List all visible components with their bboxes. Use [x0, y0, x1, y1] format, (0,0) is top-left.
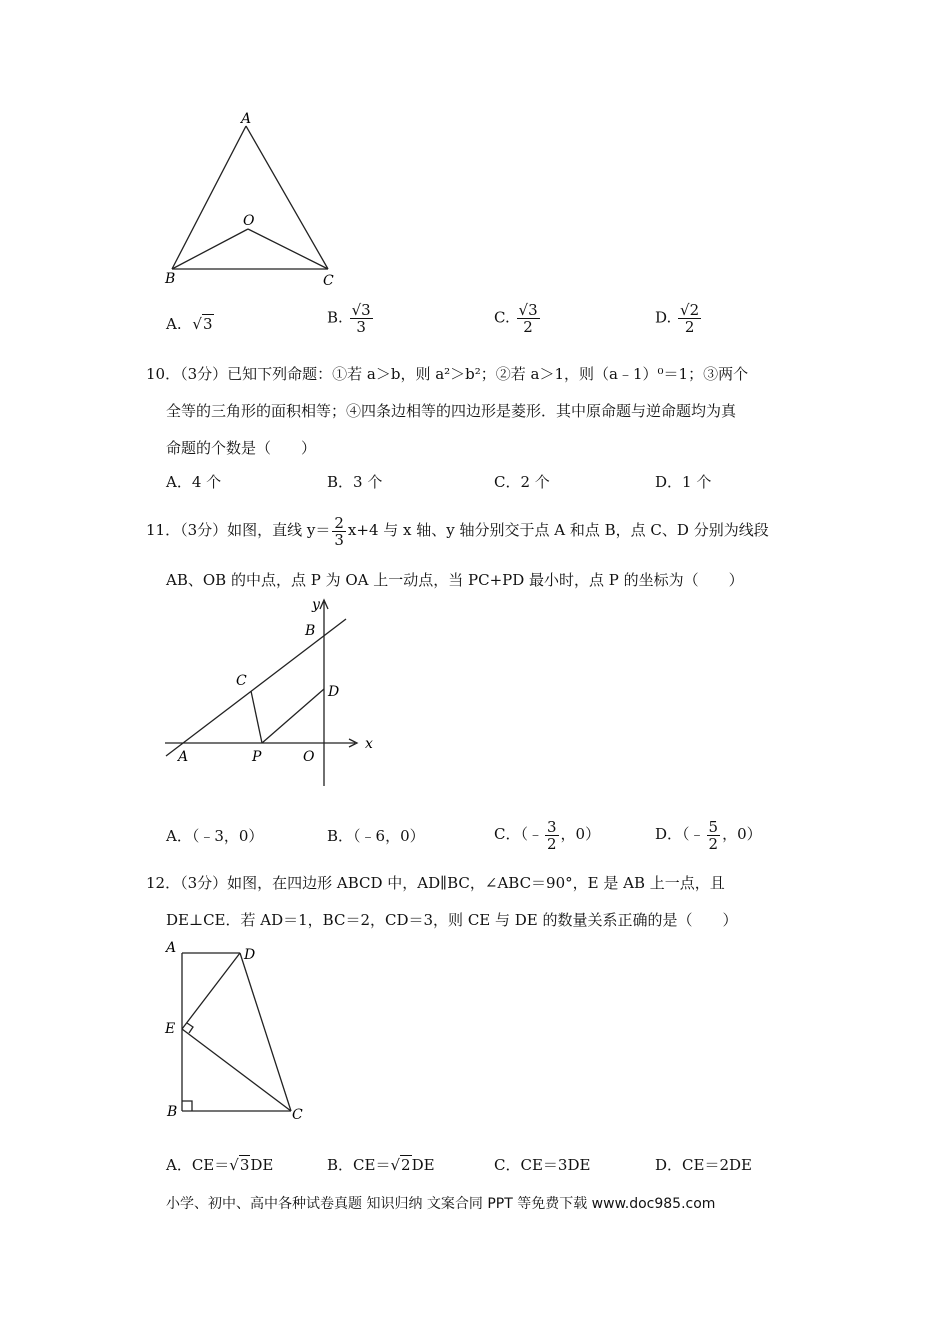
q11-stem-line1: 11．（3分）如图，直线 y＝ $\frac{2}{3}$ x+4 与 x 轴、y 轴分别交于点 A 和点 B，点 C、D 分别为线段 [146, 513, 769, 549]
label-x: x [365, 736, 373, 752]
sqrt-expression: √3 [192, 315, 213, 333]
q12-stem-line2: DE⊥CE．若 AD＝1，BC＝2，CD＝3，则 CE 与 DE 的数量关系正确的是（ ） [166, 911, 738, 929]
fraction: $\frac{2}{3}$ [334, 513, 344, 549]
q9-option-a: A. √3 [166, 315, 213, 333]
page-footer: 小学、初中、高中各种试卷真题 知识归纳 文案合同 PPT 等免费下载 www.doc985.com [166, 1196, 716, 1212]
q11-option-a: A．（﹣3，0） [166, 827, 264, 845]
segment-pc [251, 691, 262, 743]
q12-stem-line1: 12．（3分）如图，在四边形 ABCD 中，AD∥BC，∠ABC＝90°，E 是 AB 上一点，且 [146, 874, 725, 892]
q9-option-b: B. $\frac{√3}{3}$ [327, 301, 371, 336]
q10-stem-line1: 10．（3分）已知下列命题：①若 a＞b，则 a²＞b²；②若 a＞1，则（a﹣1）⁰＝1；③两个 [146, 365, 749, 383]
q11-option-b: B．（﹣6，0） [327, 827, 425, 845]
q10-option-b: B．3 个 [327, 473, 383, 491]
segment-ed [182, 953, 240, 1029]
q10-option-d: D．1 个 [655, 473, 712, 491]
label-b: B [167, 1104, 178, 1120]
q10-stem-line3: 命题的个数是（ ） [166, 439, 317, 457]
segment-ec [182, 1029, 291, 1111]
sqrt-expression: √3 [229, 1156, 250, 1174]
edge-dc [240, 953, 291, 1111]
label-a: A [166, 940, 177, 956]
label-o: O [303, 749, 315, 765]
q11-option-c: C．（﹣ $\frac{3}{2}$ ，0） [494, 817, 601, 853]
q12-option-c: C．CE＝3DE [494, 1156, 591, 1174]
label-a: A [241, 111, 252, 127]
label-y: y [312, 597, 320, 613]
edge-ab [172, 126, 246, 269]
label-d: D [328, 684, 340, 700]
line-ab [166, 619, 346, 756]
q9-option-d: D. $\frac{√2}{2}$ [655, 301, 700, 336]
label-e: E [165, 1021, 176, 1037]
label-b: B [305, 623, 316, 639]
label-d: D [244, 947, 256, 963]
label-b: B [165, 271, 176, 287]
q10-option-a: A．4 个 [166, 473, 222, 491]
segment-pd [262, 689, 324, 743]
q12-option-a: A．CE＝√3DE [166, 1156, 274, 1174]
fraction: $\frac{3}{2}$ [546, 817, 557, 853]
q12-option-d: D．CE＝2DE [655, 1156, 752, 1174]
fraction: $\frac{√3}{3}$ [351, 301, 371, 336]
label-a: A [178, 749, 189, 765]
q11-option-d: D．（﹣ $\frac{5}{2}$ ，0） [655, 817, 762, 853]
q9-option-c: C. $\frac{√3}{2}$ [494, 301, 538, 336]
label-o: O [243, 213, 255, 229]
q10-stem-line2: 全等的三角形的面积相等；④四条边相等的四边形是菱形．其中原命题与逆命题均为真 [166, 402, 737, 420]
fraction: $\frac{√2}{2}$ [680, 301, 700, 336]
label-p: P [252, 749, 262, 765]
fraction: $\frac{√3}{2}$ [518, 301, 538, 336]
triangle-figure [150, 108, 350, 293]
label-c: C [323, 273, 334, 289]
label-c: C [236, 673, 247, 689]
right-angle-mark-b [182, 1101, 192, 1111]
fraction: $\frac{5}{2}$ [708, 817, 719, 853]
edge-ob [172, 229, 248, 269]
quadrilateral-figure [160, 936, 320, 1126]
edge-ac [246, 126, 328, 269]
q12-option-b: B．CE＝√2DE [327, 1156, 435, 1174]
coordinate-figure [160, 590, 390, 795]
right-angle-mark-e [187, 1023, 193, 1033]
sqrt-expression: √2 [390, 1156, 411, 1174]
label-c: C [292, 1107, 303, 1123]
q11-stem-line2: AB、OB 的中点，点 P 为 OA 上一动点，当 PC+PD 最小时，点 P 的坐标为（ ） [166, 571, 744, 589]
q10-option-c: C．2 个 [494, 473, 550, 491]
